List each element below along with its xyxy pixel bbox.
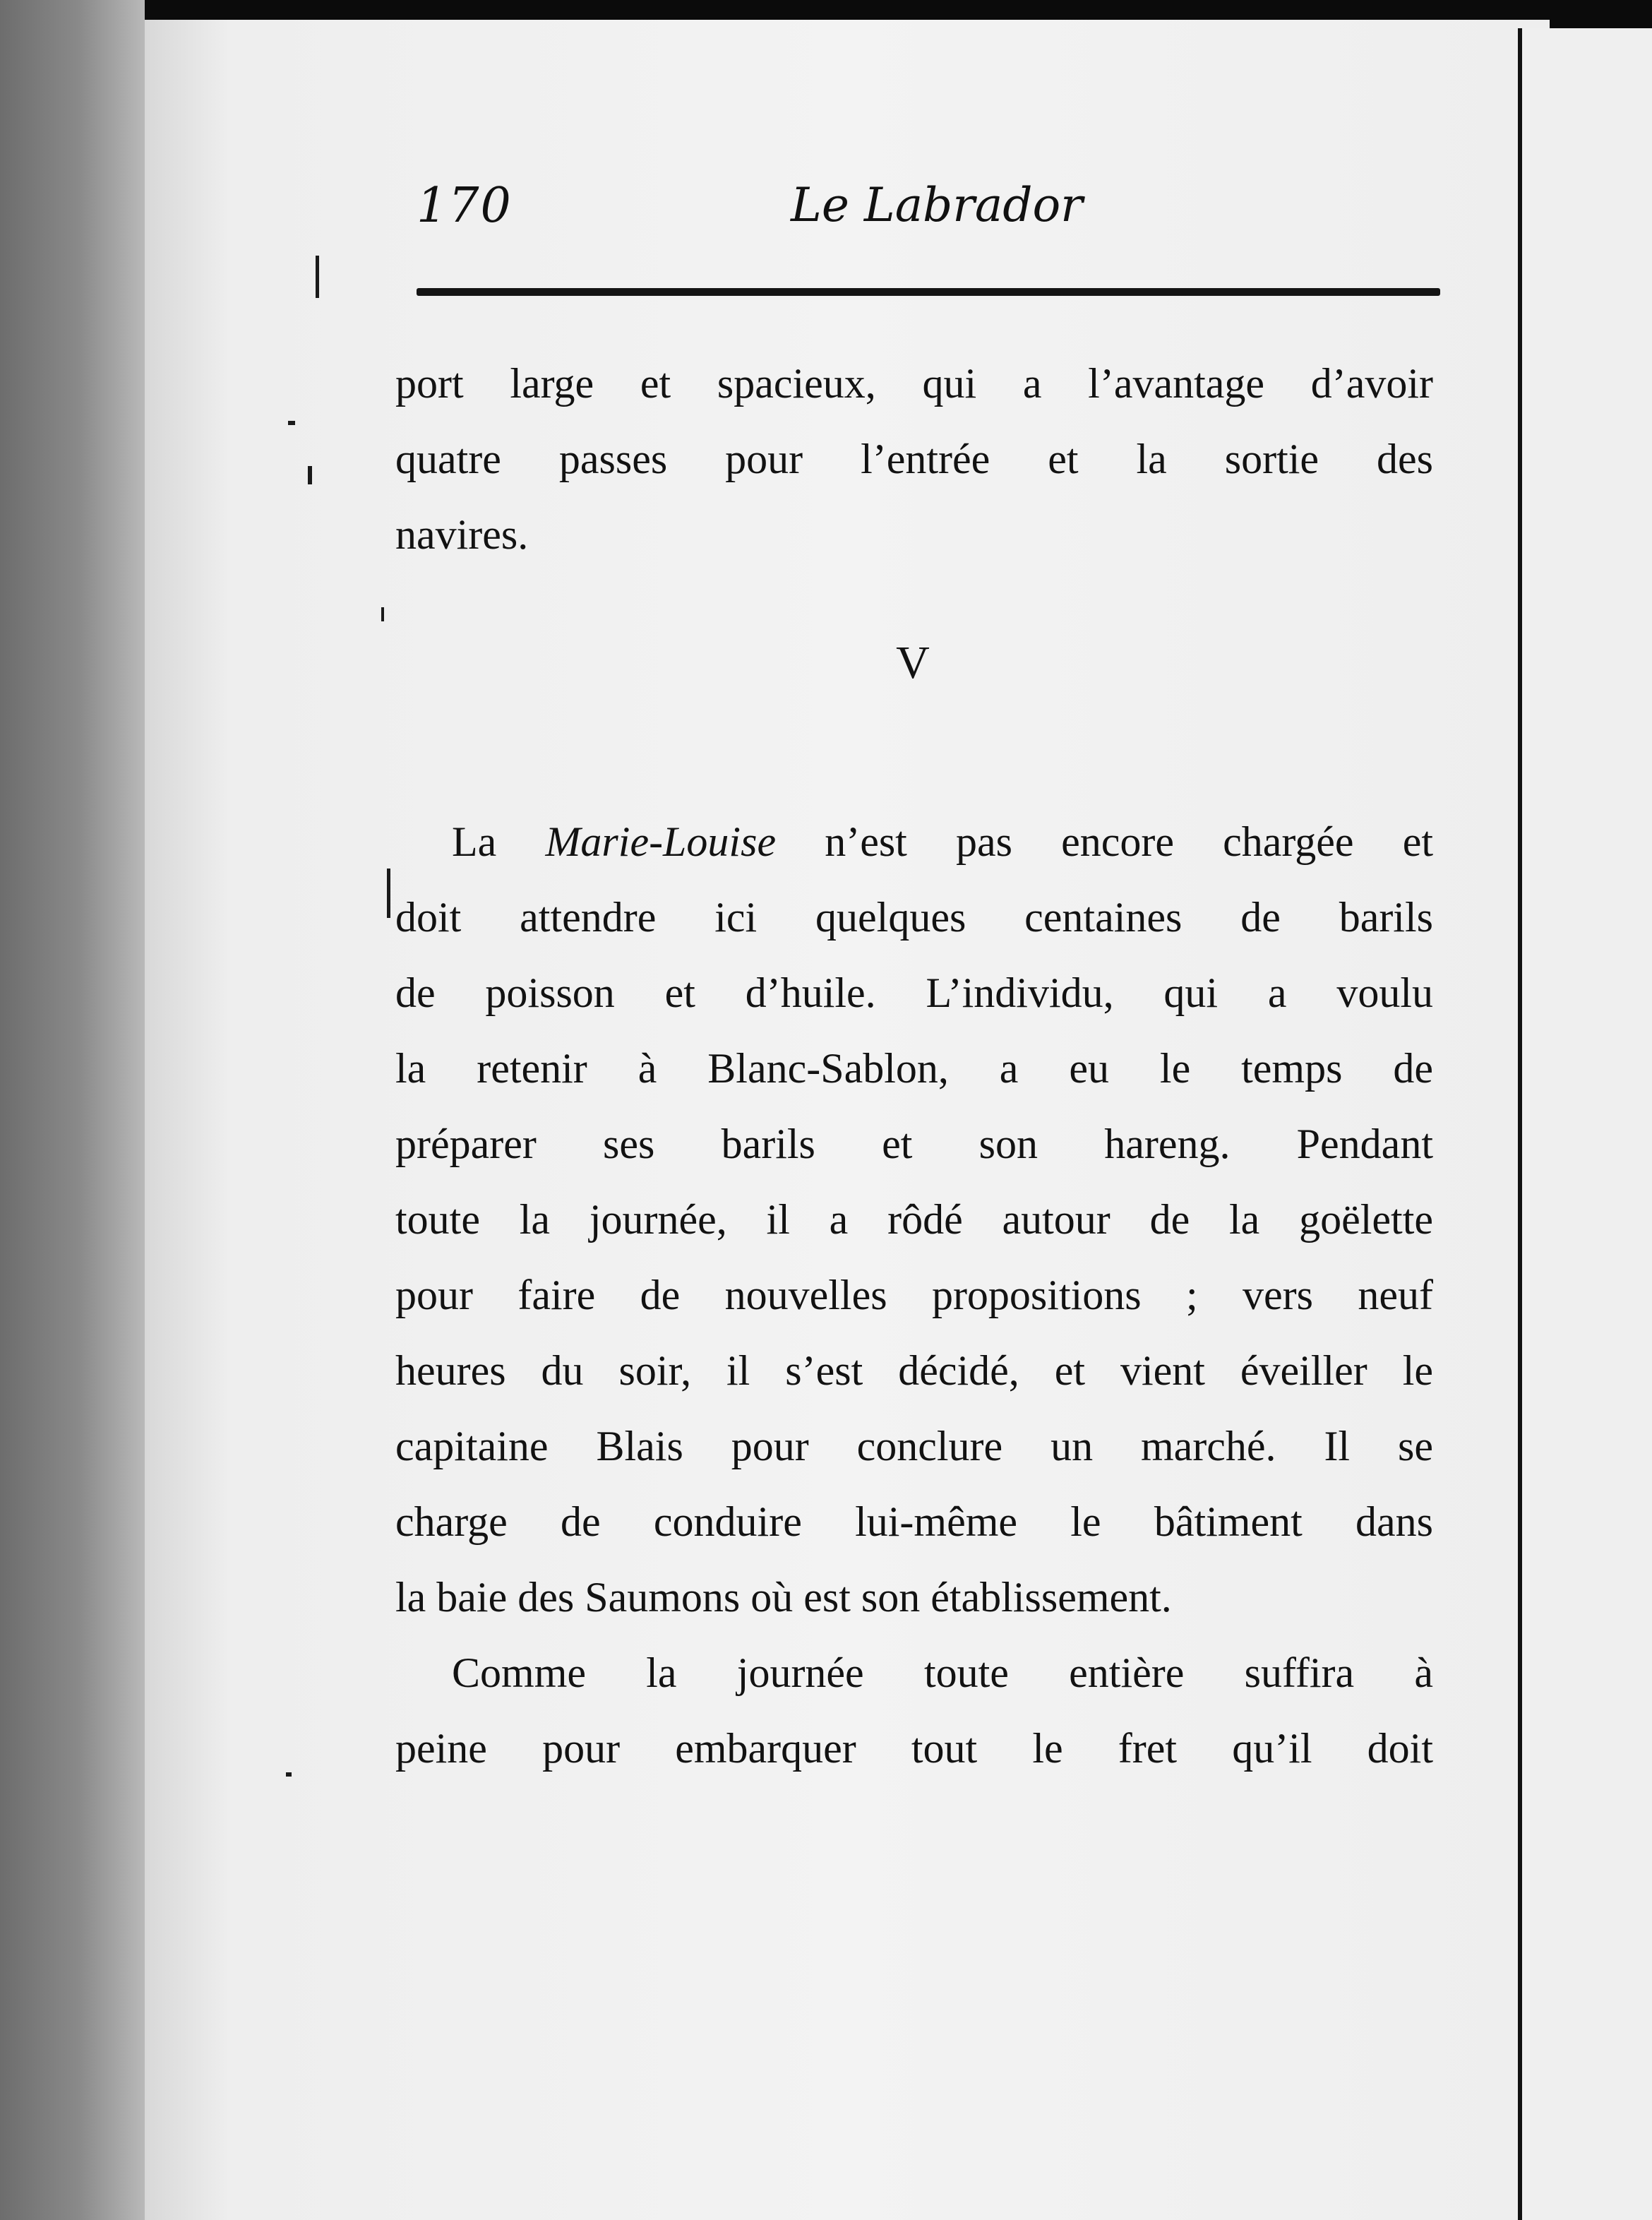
text-line: charge de conduire lui-même le bâtiment dans [395, 1498, 1433, 1545]
paragraph-continued [395, 346, 1433, 573]
text-line: quatre passes pour l’entrée et la sortie des [395, 436, 1433, 482]
text-line: navires. [395, 511, 529, 558]
scan-mark [286, 1772, 292, 1777]
text-line: port large et spacieux, qui a l’avantage d’avoir [395, 360, 1433, 407]
text-line: capitaine Blais pour conclure un marché. Il se [395, 1423, 1433, 1469]
running-title: Le Labrador [791, 178, 1083, 232]
page-gutter [0, 0, 145, 2220]
page-header [417, 178, 1440, 263]
text-line: la retenir à Blanc-Sablon, a eu le temps de [395, 1045, 1433, 1092]
scan-mark [316, 256, 319, 298]
text-line: préparer ses barils et son hareng. Pendant [395, 1121, 1433, 1167]
ship-name: Marie-Louise [545, 818, 777, 865]
header-rule [417, 288, 1440, 296]
page-number: 170 [417, 178, 513, 234]
text-line: toute la journée, il a rôdé autour de la goëlette [395, 1196, 1433, 1243]
text-run: La [452, 818, 546, 865]
text-line: Comme la journée toute entière suffira à [452, 1649, 1433, 1696]
paragraph-comme [395, 1635, 1433, 1786]
text-run: n’est pas encore chargée et [776, 818, 1433, 865]
paragraph-marie-louise [395, 804, 1433, 1635]
section-heading: V [896, 637, 933, 688]
scan-mark [308, 466, 312, 484]
text-line: pour faire de nouvelles propositions ; vers neuf [395, 1272, 1433, 1318]
scan-mark [387, 869, 390, 918]
text-line [395, 804, 1433, 880]
page-text [395, 346, 1433, 1786]
text-line: de poisson et d’huile. L’individu, qui a voulu [395, 969, 1433, 1016]
text-line: peine pour embarquer tout le fret qu’il doit [395, 1725, 1433, 1772]
text-line: la baie des Saumons où est son établissement. [395, 1574, 1172, 1621]
facing-page-edge [1518, 28, 1652, 2220]
text-line: heures du soir, il s’est décidé, et vient éveiller le [395, 1347, 1433, 1394]
text-line: doit attendre ici quelques centaines de barils [395, 894, 1433, 941]
scan-mark [381, 607, 384, 621]
scan-mark [288, 421, 295, 425]
